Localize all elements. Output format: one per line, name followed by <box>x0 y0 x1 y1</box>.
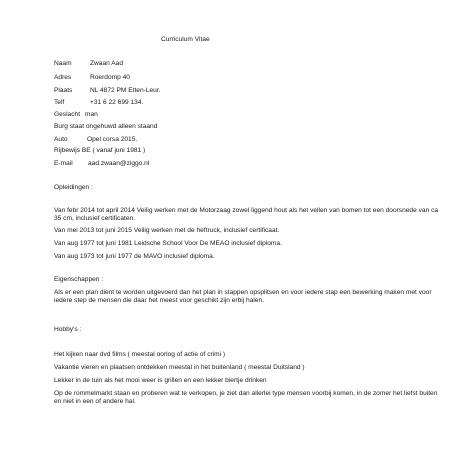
personal-value: NL 4872 PM Etten-Leur. <box>90 87 161 94</box>
personal-value: man <box>85 111 98 118</box>
personal-value: aad.zwaan@ziggo.nl <box>88 160 150 167</box>
hobby-item: Het kijken naar dvd films ( meestal oorlog of actie of crimi ) <box>54 351 226 358</box>
hobby-item: Op de rommelmarkt staan en proberen wat te verkopen, je ziet dan allerlei type mensen voorbij komen, in de zomer het liefst buiten en niet in een of andere hal. <box>54 390 438 406</box>
eigenschappen-heading: Eigenschappen : <box>54 276 104 283</box>
personal-value: Zwaan Aad <box>90 60 123 67</box>
personal-label: Geslacht <box>54 111 81 118</box>
personal-label: Naam <box>54 60 72 67</box>
opleidingen-heading: Opleidingen : <box>54 184 93 191</box>
hobby-item: Vakantie vieren en plaatsen ontdekken meestal in het buitenland ( meestal Duitsland ) <box>54 364 305 371</box>
opleiding-item: Van aug 1973 tot juni 1977 de MAVO inclusief diploma. <box>54 253 215 260</box>
personal-value: +31 6 22 699 134. <box>90 99 144 106</box>
personal-label: Auto <box>54 136 68 143</box>
opleiding-item: Van aug 1977 tot juni 1981 Leidsche School Voor De MEAO inclusief diploma. <box>54 240 282 247</box>
hobbys-heading: Hobby's : <box>54 326 82 333</box>
eigenschappen-text: Als er een plan dient te worden uitgevoerd dan het plan in stappen opsplitsen en voor iedere stap een bewerking maken met voor iedere step de mensen die daar het meest voor geschikt zijn erbij halen. <box>54 289 432 305</box>
personal-label: E-mail <box>54 160 73 167</box>
personal-label: Plaats <box>54 87 73 94</box>
personal-label: Telf <box>54 99 65 106</box>
hobby-item: Lekker in de tuin als het mooi weer is grillen en een lekker biertje drinken <box>54 377 267 384</box>
personal-value: Roerdomp 40 <box>90 74 130 81</box>
personal-value: Burg staat ongehuwd alleen staand <box>54 123 158 130</box>
personal-value: Rijbewijs BE ( vanaf juni 1981 ) <box>54 147 146 154</box>
opleiding-item: Van febr 2014 tot april 2014 Veilig werken met de Motorzaag zowel liggend hout als het vellen van bomen tot een doorsnede van ca 35 cm, inclusief certificaten. <box>54 207 439 223</box>
opleiding-item: Van mei 2013 tot juni 2015 Veilig werken met de heftruck, inclusief certificaat. <box>54 227 280 234</box>
personal-label: Adres <box>54 74 72 81</box>
personal-value: Opel corsa 2015. <box>87 136 138 143</box>
document-title: Curriculum Vitae <box>161 36 210 43</box>
